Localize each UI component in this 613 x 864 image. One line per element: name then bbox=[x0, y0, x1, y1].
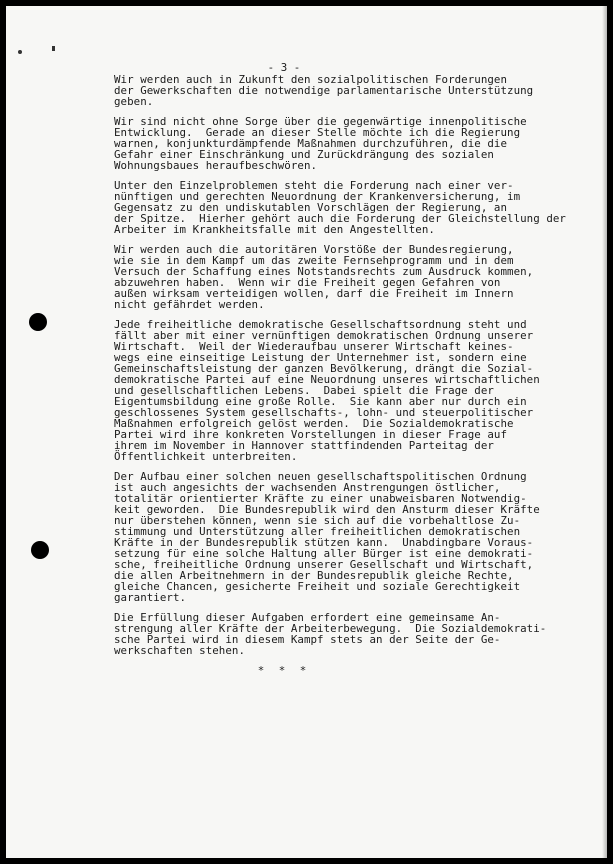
page-edge-shadow bbox=[602, 6, 607, 858]
paragraph-1: Wir werden auch in Zukunft den sozialpolitischen Forderungen der Gewerkschaften die notwendige parlamentarische Unterstützung geben. bbox=[114, 73, 534, 108]
paragraph-3: Unter den Einzelproblemen steht die Forderung nach einer ver- nünftigen und gerechten Neuordnung der Krankenversicherung, im Gegensatz zu den undiskutablen Vorschlägen der Regierung, an der Spitze. Hierher gehört auch die Forderung der Gleichstellung der Arbeiter im Krankheitsfalle mit den Angestellten. bbox=[114, 179, 566, 236]
scan-speck bbox=[52, 46, 55, 51]
document-page bbox=[6, 6, 607, 858]
paragraph-4: Wir werden auch die autoritären Vorstöße der Bundesregierung, wie sie in dem Kampf um das zweite Fernsehprogramm und in dem Versuch der Schaffung eines Notstandsrechts zum Ausdruck kommen, abzuwehren haben. Wenn wir die Freiheit gegen Gefahren von außen wirksam verteidigen wollen, darf die Freiheit im Innern nicht gefährdet werden. bbox=[114, 243, 534, 311]
paragraph-7: Die Erfüllung dieser Aufgaben erfordert eine gemeinsame An- strengung aller Kräfte der Arbeiterbewegung. Die Sozialdemokrati- sche Partei wird in diesem Kampf stets an der Seite der Ge- werkschaften stehen. bbox=[114, 611, 547, 657]
punch-hole bbox=[29, 313, 47, 331]
closing-mark: * * * bbox=[257, 664, 311, 677]
typewritten-text-block bbox=[114, 62, 602, 676]
scan-speck bbox=[18, 50, 22, 54]
paragraph-2: Wir sind nicht ohne Sorge über die gegenwärtige innenpolitische Entwicklung. Gerade an dieser Stelle möchte ich die Regierung warnen, konjunkturdämpfende Maßnahmen durchzuführen, die die Gefahr einer Einschränkung und Zurückdrängung des sozialen Wohnungsbaues heraufbeschwören. bbox=[114, 115, 527, 172]
page-number: - 3 - bbox=[267, 61, 301, 74]
paragraph-6: Der Aufbau einer solchen neuen gesellschaftspolitischen Ordnung ist auch angesichts der wachsenden Anstrengungen östlicher, totalitär orientierter Kräfte zu einer unabweisbaren Notwendig- keit geworden. Die Bundesrepublik wird den Ansturm dieser Kräfte nur überstehen können, wenn sie sich auf die vorbehaltlose Zu- stimmung und Unterstützung aller freiheitlichen demokratischen Kräfte in der Bundesrepublik stützen kann. Unabdingbare Voraus- setzung für eine solche Haltung aller Bürger ist eine demokrati- sche, freiheitliche Ordnung unserer Gesellschaft und Wirtschaft, die allen Arbeitnehmern in der Bundesrepublik gleiche Rechte, gleiche Chancen, gesicherte Freiheit und soziale Gerechtigkeit garantiert. bbox=[114, 470, 540, 604]
paragraph-5: Jede freiheitliche demokratische Gesellschaftsordnung steht und fällt aber mit einer vernünftigen demokratischen Ordnung unserer Wirtschaft. Weil der Wiederaufbau unserer Wirtschaft keines- wegs eine einseitige Leistung der Unternehmer ist, sondern eine Gemeinschaftsleistung der ganzen Bevölkerung, drängt die Sozial- demokratische Partei auf eine Neuordnung unseres wirtschaftlichen und gesellschaftlichen Lebens. Dabei spielt die Frage der Eigentumsbildung eine große Rolle. Sie kann aber nur durch ein geschlossenes System gesellschafts-, lohn- und steuerpolitischer Maßnahmen erfolgreich gelöst werden. Die Sozialdemokratische Partei wird ihre konkreten Vorstellungen in dieser Frage auf ihrem im November in Hannover stattfindenden Parteitag der Öffentlichkeit unterbreiten. bbox=[114, 318, 540, 463]
punch-hole bbox=[31, 541, 49, 559]
